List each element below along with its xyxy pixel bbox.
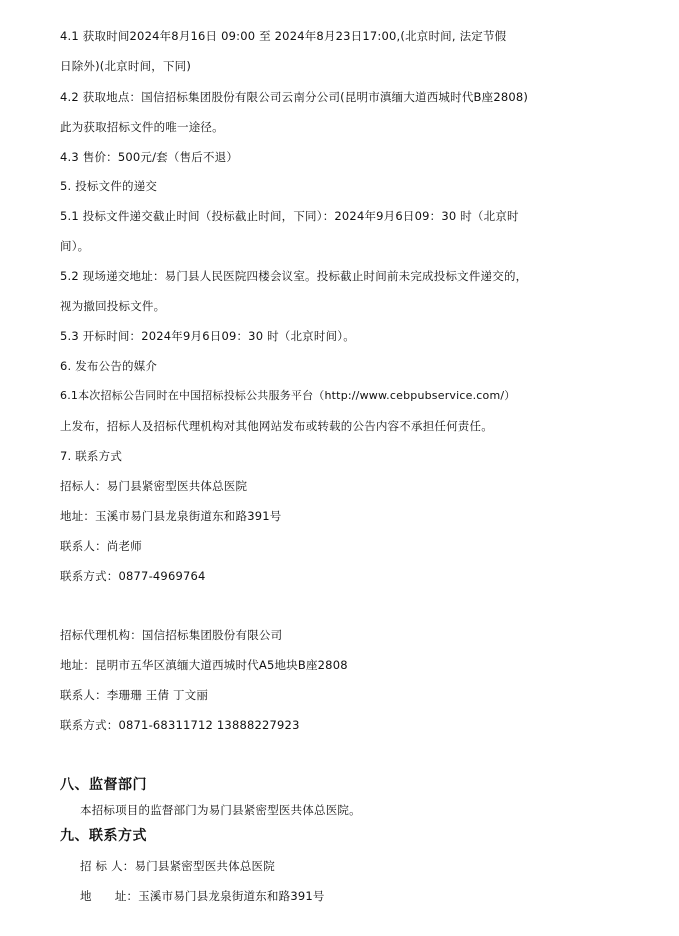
- contact-line: 招 标 人：易门县紧密型医共体总医院: [80, 859, 275, 873]
- text-line: 5.1 投标文件递交截止时间（投标截止时间，下同）：2024年9月6日09：30 时（北京时: [60, 209, 519, 223]
- text-line: 4.1 获取时间2024年8月16日 09:00 至 2024年8月23日17:00,(北京时间, 法定节假: [60, 29, 507, 43]
- text-line: 日除外)(北京时间，下同): [60, 59, 192, 73]
- text-line: 4.3 售价：500元/套（售后不退）: [60, 150, 239, 164]
- text-line: 5.3 开标时间：2024年9月6日09：30 时（北京时间）。: [60, 329, 355, 343]
- section-9-title: 九、联系方式: [60, 828, 147, 844]
- text-line: 上发布，招标人及招标代理机构对其他网站发布或转载的公告内容不承担任何责任。: [60, 419, 493, 433]
- contact-line: 联系方式：0871-68311712 13888227923: [60, 718, 300, 732]
- text-line: 视为撤回投标文件。: [60, 299, 166, 313]
- section-heading: 6. 发布公告的媒介: [60, 359, 158, 373]
- text-line: 此为获取招标文件的唯一途径。: [60, 120, 224, 134]
- section-heading: 7. 联系方式: [60, 449, 123, 463]
- text-line: 5.2 现场递交地址：易门县人民医院四楼会议室。投标截止时间前未完成投标文件递交的，: [60, 269, 528, 283]
- contact-line: 联系人：李珊珊 王倩 丁文丽: [60, 688, 209, 702]
- section-8-title: 八、监督部门: [60, 777, 147, 793]
- section-8-text: 本招标项目的监督部门为易门县紧密型医共体总医院。: [80, 803, 361, 817]
- text-line: 6.1本次招标公告同时在中国招标投标公共服务平台（http://www.cebpubservice.com/）: [60, 389, 516, 402]
- contact-line: 地 址：玉溪市易门县龙泉街道东和路391号: [80, 889, 325, 903]
- text-line: 间）。: [60, 239, 90, 253]
- contact-line: 地址：昆明市五华区滇缅大道西城时代A5地块B座2808: [60, 658, 348, 672]
- contact-line: 地址：玉溪市易门县龙泉街道东和路391号: [60, 509, 282, 523]
- section-heading: 5. 投标文件的递交: [60, 179, 158, 193]
- contact-line: 招标人：易门县紧密型医共体总医院: [60, 479, 248, 493]
- text-line: 4.2 获取地点：国信招标集团股份有限公司云南分公司(昆明市滇缅大道西城时代B座2808): [60, 90, 529, 104]
- contact-line: 招标代理机构：国信招标集团股份有限公司: [60, 628, 283, 642]
- contact-line: 联系人：尚老师: [60, 539, 142, 553]
- contact-line: 联系方式：0877-4969764: [60, 569, 206, 583]
